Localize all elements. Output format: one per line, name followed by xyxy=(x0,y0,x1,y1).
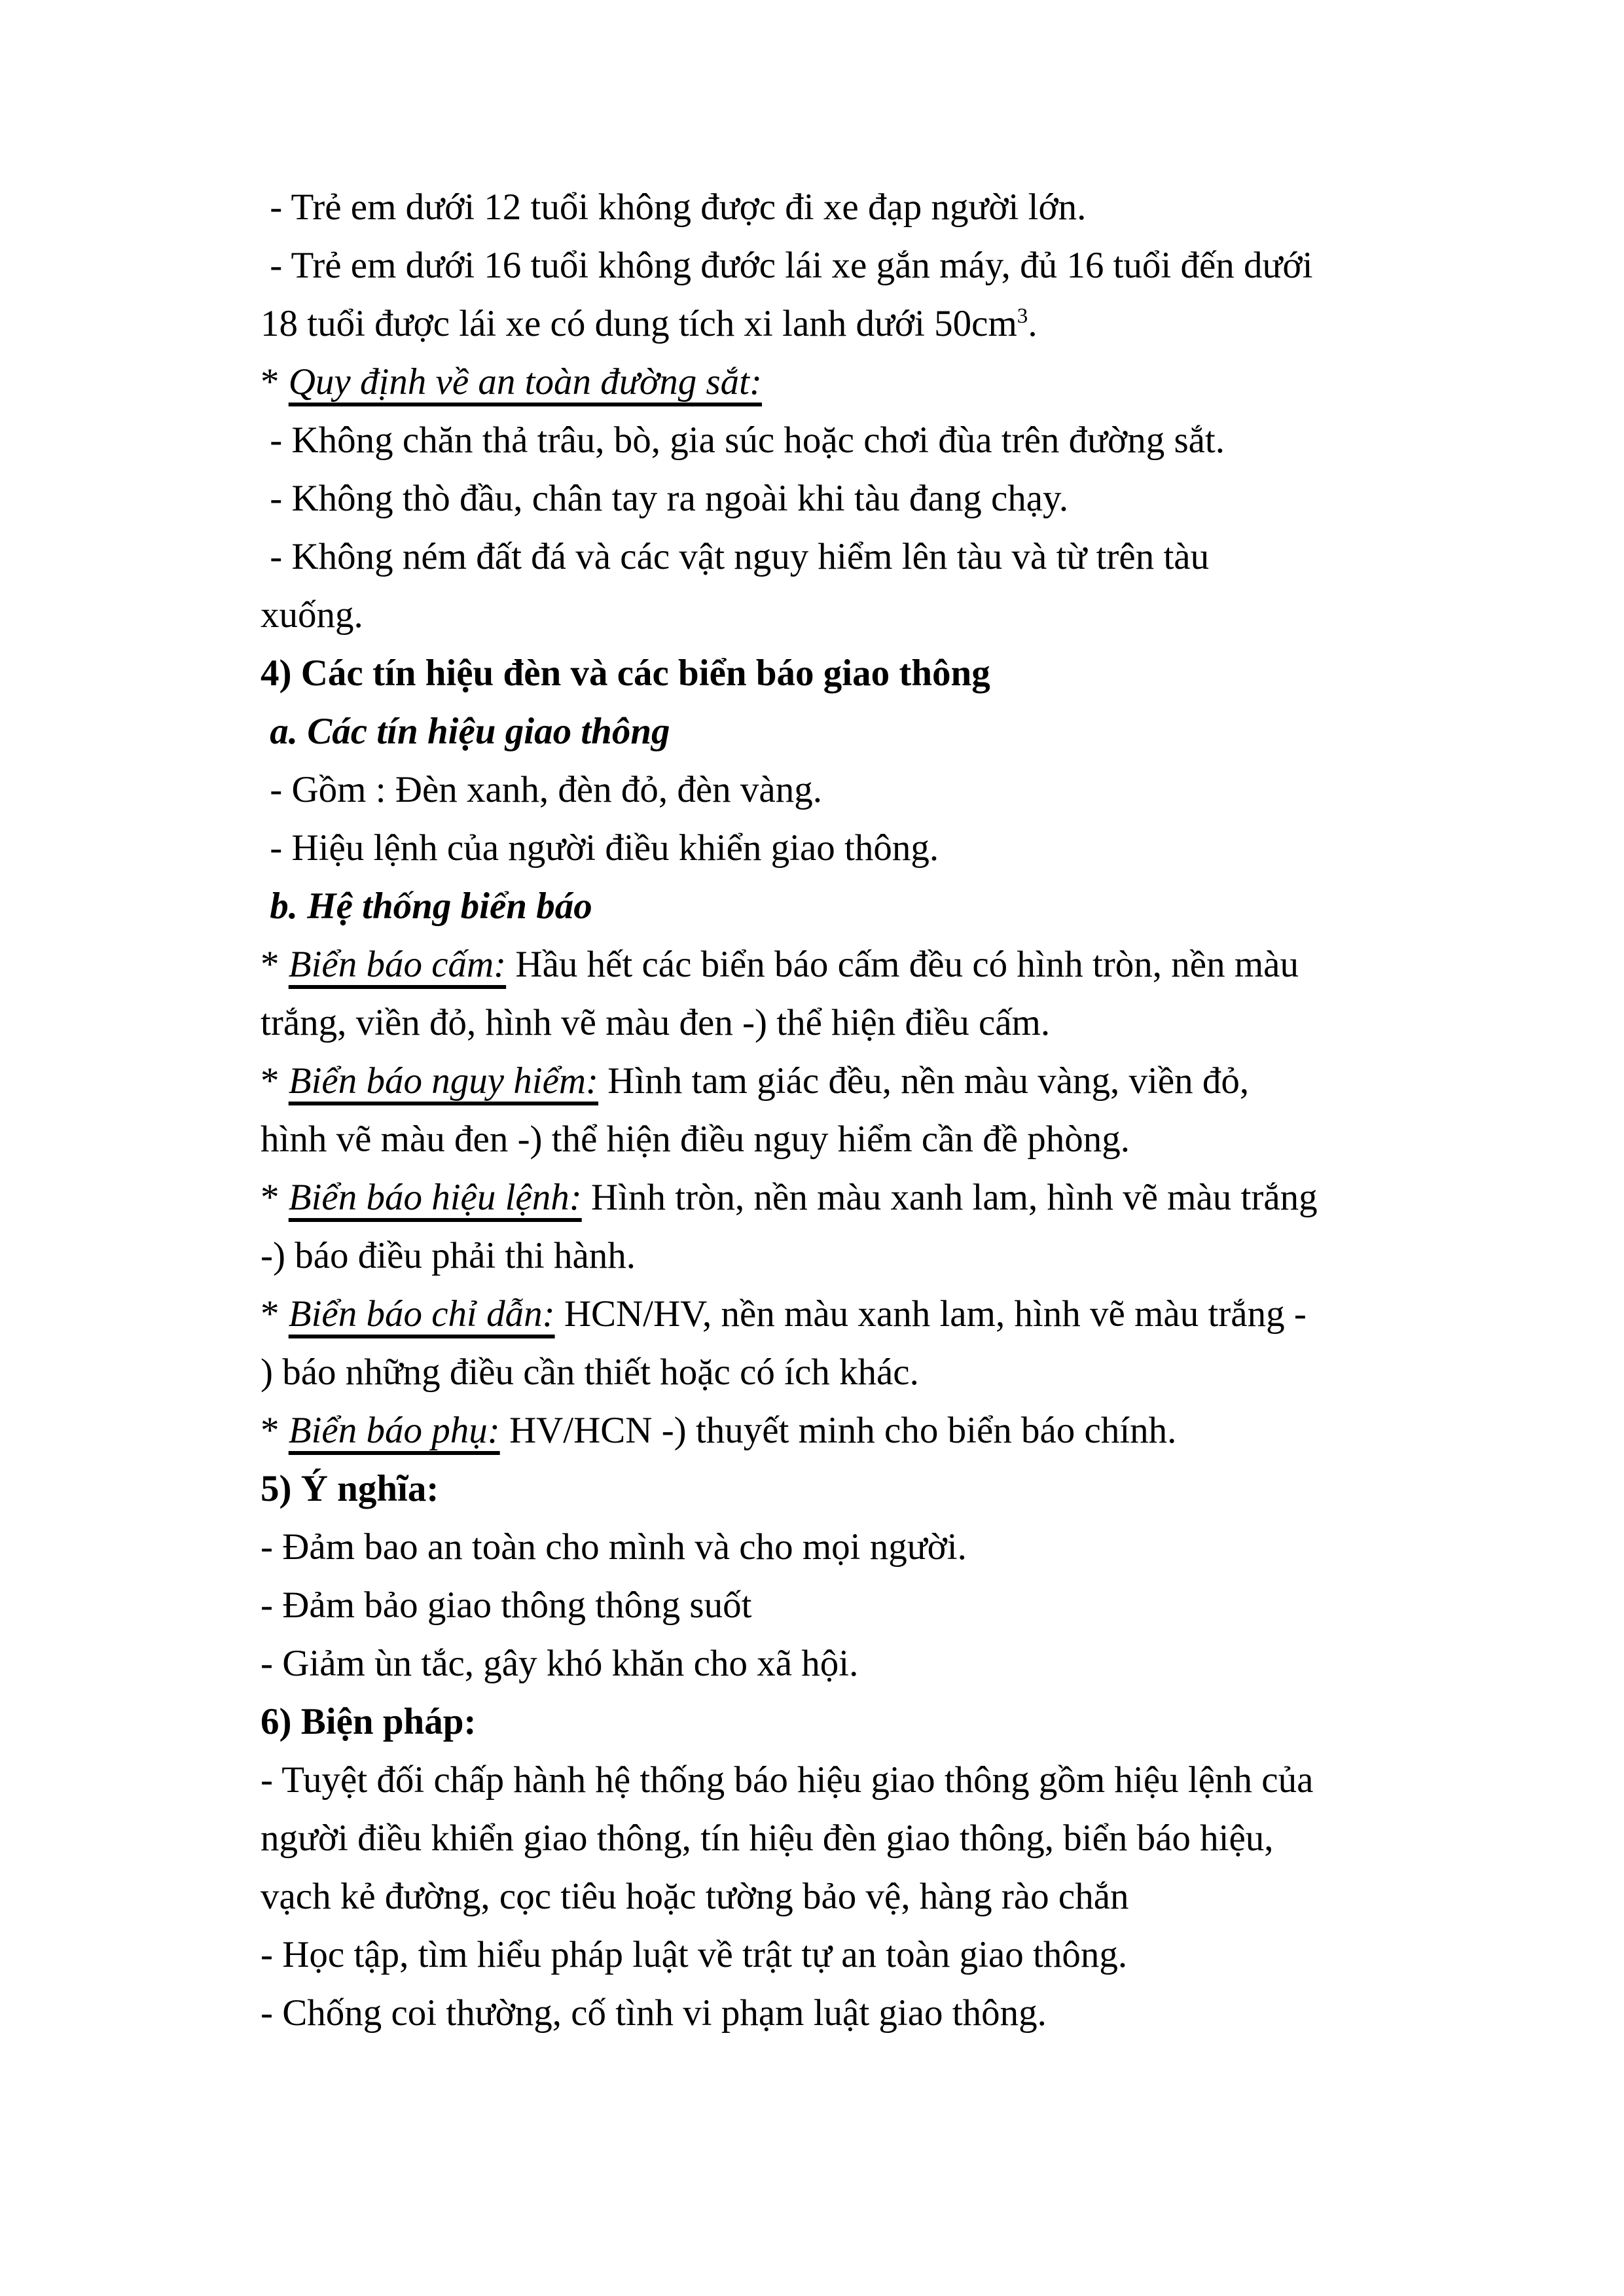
text-line xyxy=(261,1926,1557,1984)
line-text: - Đảm bảo giao thông thông suốt xyxy=(261,1585,752,1626)
line-text: - Không chăn thả trâu, bò, gia súc hoặc chơi đùa trên đường sắt. xyxy=(261,420,1225,461)
text-line xyxy=(261,1052,1557,1110)
text-line xyxy=(261,528,1557,586)
heading-text: 6) Biện pháp: xyxy=(261,1701,477,1742)
text-line xyxy=(261,411,1557,469)
line-text: Hình tam giác đều, nền màu vàng, viền đỏ, xyxy=(598,1060,1250,1102)
text-line xyxy=(261,1984,1557,2042)
heading-text: 4) Các tín hiệu đèn và các biển báo giao thông xyxy=(261,653,990,694)
line-text: . xyxy=(1028,303,1038,344)
heading-text: b. Hệ thống biển báo xyxy=(261,886,592,927)
line-text: vạch kẻ đường, cọc tiêu hoặc tường bảo vệ, hàng rào chắn xyxy=(261,1876,1129,1917)
document-content xyxy=(261,178,1557,2042)
text-line xyxy=(261,1110,1557,1168)
line-text: - Học tập, tìm hiểu pháp luật về trật tự an toàn giao thông. xyxy=(261,1934,1128,1975)
section-6-heading xyxy=(261,1693,1557,1751)
text-line xyxy=(261,1809,1557,1867)
bullet-asterisk: * xyxy=(261,1177,289,1218)
text-line xyxy=(261,1343,1557,1401)
line-text: hình vẽ màu đen -) thể hiện điều nguy hiểm cần đề phòng. xyxy=(261,1119,1130,1160)
railway-rules-label: Quy định về an toàn đường sắt: xyxy=(288,361,762,403)
direction-sign-label: Biển báo chỉ dẫn: xyxy=(288,1293,555,1335)
danger-sign-label: Biển báo nguy hiểm: xyxy=(288,1060,599,1102)
text-line xyxy=(261,1867,1557,1926)
line-text: - Giảm ùn tắc, gây khó khăn cho xã hội. xyxy=(261,1643,859,1684)
line-text: HCN/HV, nền màu xanh lam, hình vẽ màu trắng - xyxy=(554,1293,1307,1335)
line-text: - Trẻ em dưới 16 tuổi không đước lái xe gắn máy, đủ 16 tuổi đến dưới xyxy=(261,245,1313,286)
text-line xyxy=(261,178,1557,236)
text-line xyxy=(261,1518,1557,1576)
command-sign-label: Biển báo hiệu lệnh: xyxy=(288,1177,582,1218)
line-text: - Đảm bao an toàn cho mình và cho mọi người. xyxy=(261,1526,967,1568)
line-text: Hầu hết các biển báo cấm đều có hình tròn, nền màu xyxy=(506,944,1299,985)
line-text: trắng, viền đỏ, hình vẽ màu đen -) thể hiện điều cấm. xyxy=(261,1002,1051,1043)
text-line xyxy=(261,994,1557,1052)
section-5-heading xyxy=(261,1460,1557,1518)
line-text: - Không ném đất đá và các vật nguy hiểm lên tàu và từ trên tàu xyxy=(261,536,1210,577)
text-line xyxy=(261,1285,1557,1343)
text-line xyxy=(261,935,1557,994)
bullet-asterisk: * xyxy=(261,1410,289,1451)
text-line xyxy=(261,1168,1557,1227)
text-line xyxy=(261,469,1557,528)
subsection-a-heading xyxy=(261,702,1557,761)
text-line xyxy=(261,1401,1557,1460)
bullet-asterisk: * xyxy=(261,1060,289,1102)
text-line xyxy=(261,1227,1557,1285)
line-text: HV/HCN -) thuyết minh cho biển báo chính. xyxy=(499,1410,1177,1451)
heading-text: 5) Ý nghĩa: xyxy=(261,1468,439,1509)
bullet-asterisk: * xyxy=(261,944,289,985)
section-4-heading xyxy=(261,644,1557,702)
line-text: - Tuyệt đối chấp hành hệ thống báo hiệu giao thông gồm hiệu lệnh của xyxy=(261,1759,1314,1801)
line-text: 18 tuổi được lái xe có dung tích xi lanh dưới 50cm xyxy=(261,303,1017,344)
line-text: - Không thò đầu, chân tay ra ngoài khi tàu đang chạy. xyxy=(261,478,1069,519)
text-line xyxy=(261,1751,1557,1809)
text-line xyxy=(261,819,1557,877)
text-line xyxy=(261,761,1557,819)
line-text: - Trẻ em dưới 12 tuổi không được đi xe đạp người lớn. xyxy=(261,187,1087,228)
line-text: Hình tròn, nền màu xanh lam, hình vẽ màu trắng xyxy=(581,1177,1318,1218)
bullet-asterisk: * xyxy=(261,1293,289,1335)
text-line xyxy=(261,1634,1557,1693)
text-line xyxy=(261,1576,1557,1634)
line-text: - Hiệu lệnh của người điều khiển giao thông. xyxy=(261,827,939,869)
bullet-asterisk: * xyxy=(261,361,289,403)
prohibition-sign-label: Biển báo cấm: xyxy=(288,944,507,985)
line-text: xuống. xyxy=(261,594,363,636)
auxiliary-sign-label: Biển báo phụ: xyxy=(288,1410,500,1451)
line-text: người điều khiển giao thông, tín hiệu đèn giao thông, biển báo hiệu, xyxy=(261,1818,1274,1859)
text-line xyxy=(261,353,1557,411)
subsection-b-heading xyxy=(261,877,1557,935)
text-line xyxy=(261,236,1557,295)
text-line xyxy=(261,586,1557,644)
line-text: -) báo điều phải thi hành. xyxy=(261,1235,636,1276)
line-text: - Chống coi thường, cố tình vi phạm luật giao thông. xyxy=(261,1992,1047,2034)
text-line xyxy=(261,295,1557,353)
heading-text: a. Các tín hiệu giao thông xyxy=(261,711,670,752)
line-text: ) báo những điều cần thiết hoặc có ích khác. xyxy=(261,1352,919,1393)
superscript: 3 xyxy=(1017,304,1028,328)
line-text: - Gồm : Đèn xanh, đèn đỏ, đèn vàng. xyxy=(261,769,822,810)
